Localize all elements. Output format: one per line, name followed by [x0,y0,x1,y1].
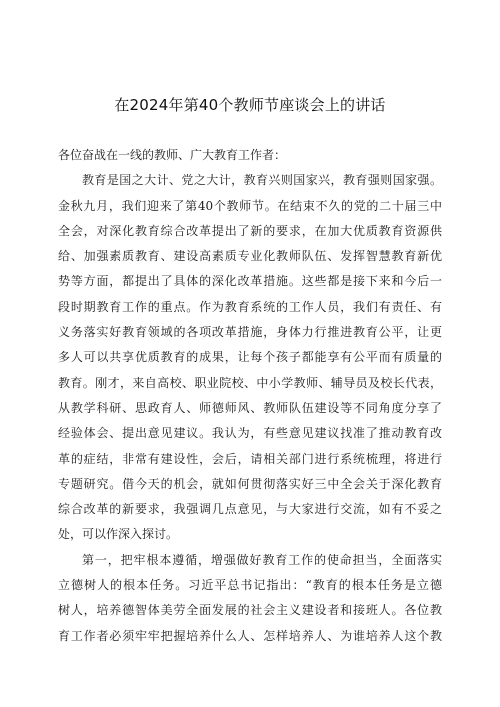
salutation: 各位奋战在一线的教师、广大教育工作者： [58,148,287,162]
document-body [58,143,442,649]
paragraph-line: 育工作者必须牢牢把握培养什么人、怎样培养人、为谁培养人这个教 [58,628,442,643]
paragraph-line: 综合改革的新要求，我强调几点意见，与大家进行交流，如有不妥之 [58,502,442,517]
paragraph-line: 革的症结，非常有建设性，会后，请相关部门进行系统梳理，将进行 [58,451,442,466]
paragraph-2 [58,548,442,649]
paragraph-line: 多人可以共享优质教育的成果，让每个孩子都能享有公平而有质量的 [58,350,442,365]
paragraph-line: 树人，培养德智体美劳全面发展的社会主义建设者和接班人。各位教 [58,603,442,618]
paragraph-line: 势等方面，都提出了具体的深化改革措施。这些都是接下来和今后一 [58,274,442,289]
paragraph-line: 经验体会、提出意见建议。我认为，有些意见建议找准了推动教育改 [58,426,442,441]
paragraph-line: 金秋九月，我们迎来了第40个教师节。在结束不久的党的二十届三中 [58,198,442,213]
paragraph-line: 全会，对深化教育综合改革提出了新的要求，在加大优质教育资源供 [58,223,442,238]
paragraph-line: 专题研究。借今天的机会，就如何贯彻落实好三中全会关于深化教育 [58,476,442,491]
paragraph-line: 义务落实好教育领域的各项改革措施，身体力行推进教育公平，让更 [58,325,442,340]
paragraph-line: 第一，把牢根本遵循，增强做好教育工作的使命担当，全面落实 [82,552,442,567]
page-title: 在2024年第40个教师节座谈会上的讲话 [114,96,386,114]
paragraph-line: 从教学科研、思政育人、师德师风、教师队伍建设等不同角度分享了 [58,400,442,415]
paragraph-line: 给、加强素质教育、建设高素质专业化教师队伍、发挥智慧教育新优 [58,249,442,264]
paragraph-line: 段时期教育工作的重点。作为教育系统的工作人员，我们有责任、有 [58,299,442,314]
paragraph-line: 立德树人的根本任务。习近平总书记指出：“教育的根本任务是立德 [58,578,442,593]
paragraph-1 [58,168,442,547]
paragraph-line: 处，可以作深入探讨。 [58,527,179,542]
paragraph-line: 教育。刚才，来自高校、职业院校、中小学教师、辅导员及校长代表， [58,375,442,390]
paragraph-line: 教育是国之大计、党之大计，教育兴则国家兴，教育强则国家强。 [82,173,442,188]
